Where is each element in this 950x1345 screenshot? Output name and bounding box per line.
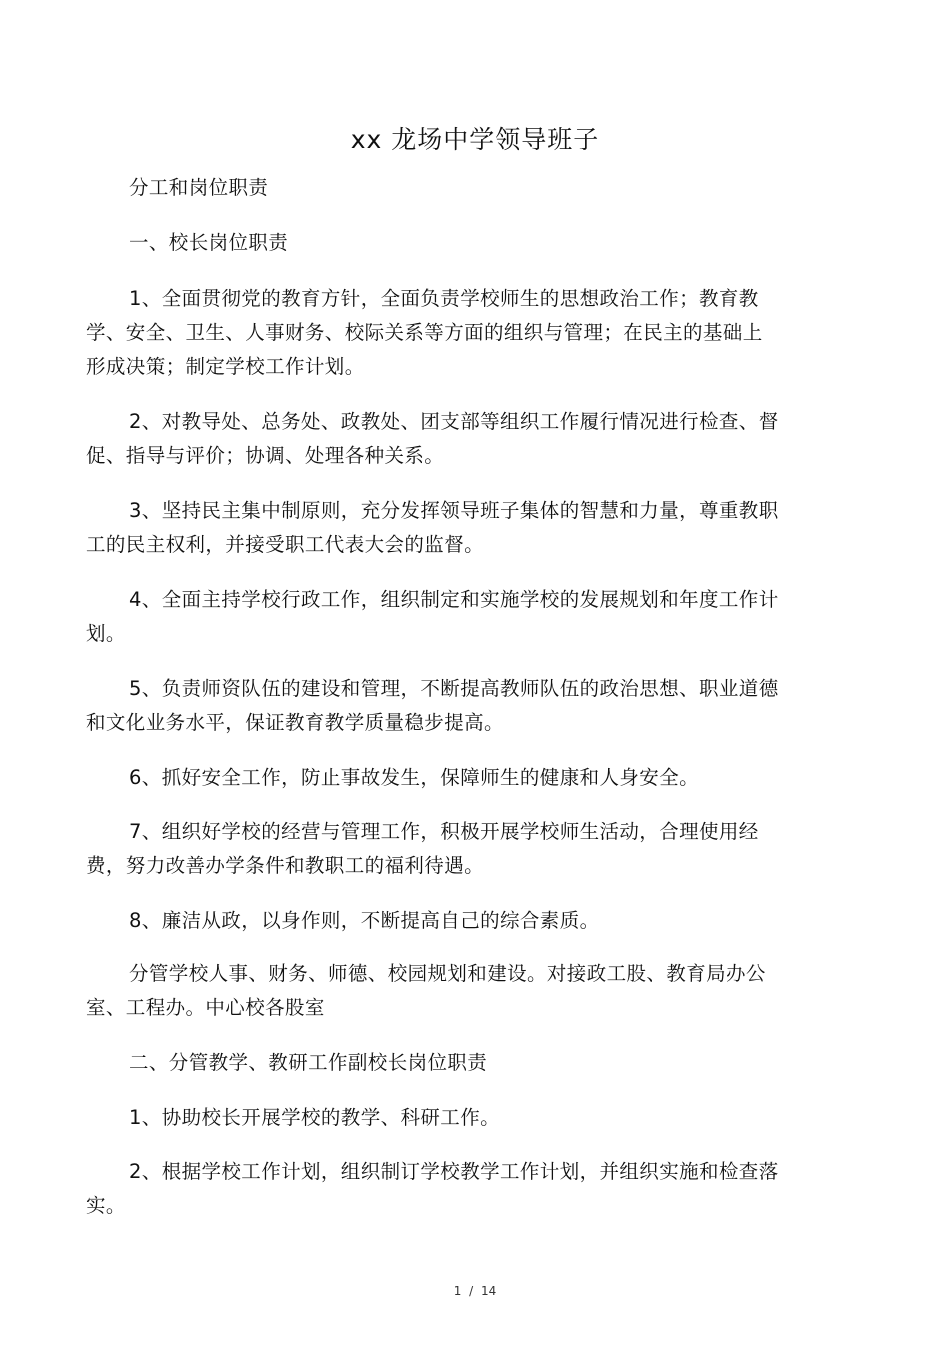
paragraph-line: 2、根据学校工作计划，组织制订学校教学工作计划，并组织实施和检查落 xyxy=(129,1160,779,1183)
paragraph-line: 工的民主权利，并接受职工代表大会的监督。 xyxy=(86,533,485,556)
paragraph-line: 8、廉洁从政，以身作则，不断提高自己的综合素质。 xyxy=(129,909,600,932)
section-heading-principal: 一、校长岗位职责 xyxy=(129,231,289,254)
page-current: 1 xyxy=(453,1284,462,1298)
paragraph-line: 1、协助校长开展学校的教学、科研工作。 xyxy=(129,1106,501,1129)
section-heading-vice-principal: 二、分管教学、教研工作副校长岗位职责 xyxy=(129,1051,488,1074)
paragraph-line: 费，努力改善办学条件和教职工的福利待遇。 xyxy=(86,854,485,877)
paragraph-line: 实。 xyxy=(86,1194,126,1217)
paragraph-line: 5、负责师资队伍的建设和管理，不断提高教师队伍的政治思想、职业道德 xyxy=(129,677,779,700)
page-total: 14 xyxy=(481,1284,497,1298)
paragraph-line: 分管学校人事、财务、师德、校园规划和建设。对接政工股、教育局办公 xyxy=(129,962,766,985)
paragraph-line: 6、抓好安全工作，防止事故发生，保障师生的健康和人身安全。 xyxy=(129,766,700,789)
page-separator: / xyxy=(469,1284,474,1298)
paragraph-line: 学、安全、卫生、人事财务、校际关系等方面的组织与管理；在民主的基础上 xyxy=(86,321,763,344)
paragraph-line: 2、对教导处、总务处、政教处、团支部等组织工作履行情况进行检查、督 xyxy=(129,410,779,433)
paragraph-line: 室、工程办。中心校各股室 xyxy=(86,996,325,1019)
paragraph-line: 形成决策；制定学校工作计划。 xyxy=(86,355,365,378)
paragraph-line: 和文化业务水平，保证教育教学质量稳步提高。 xyxy=(86,711,504,734)
paragraph-line: 7、组织好学校的经营与管理工作，积极开展学校师生活动，合理使用经 xyxy=(129,820,759,843)
paragraph-line: 4、全面主持学校行政工作，组织制定和实施学校的发展规划和年度工作计 xyxy=(129,588,779,611)
paragraph-line: 3、坚持民主集中制原则，充分发挥领导班子集体的智慧和力量，尊重教职 xyxy=(129,499,779,522)
paragraph-line: 促、指导与评价；协调、处理各种关系。 xyxy=(86,444,445,467)
subtitle-line: 分工和岗位职责 xyxy=(129,176,269,199)
document-title: xx 龙场中学领导班子 xyxy=(350,125,600,154)
paragraph-line: 划。 xyxy=(86,622,126,645)
paragraph-line: 1、全面贯彻党的教育方针，全面负责学校师生的思想政治工作；教育教 xyxy=(129,287,759,310)
page-number xyxy=(0,1283,950,1299)
